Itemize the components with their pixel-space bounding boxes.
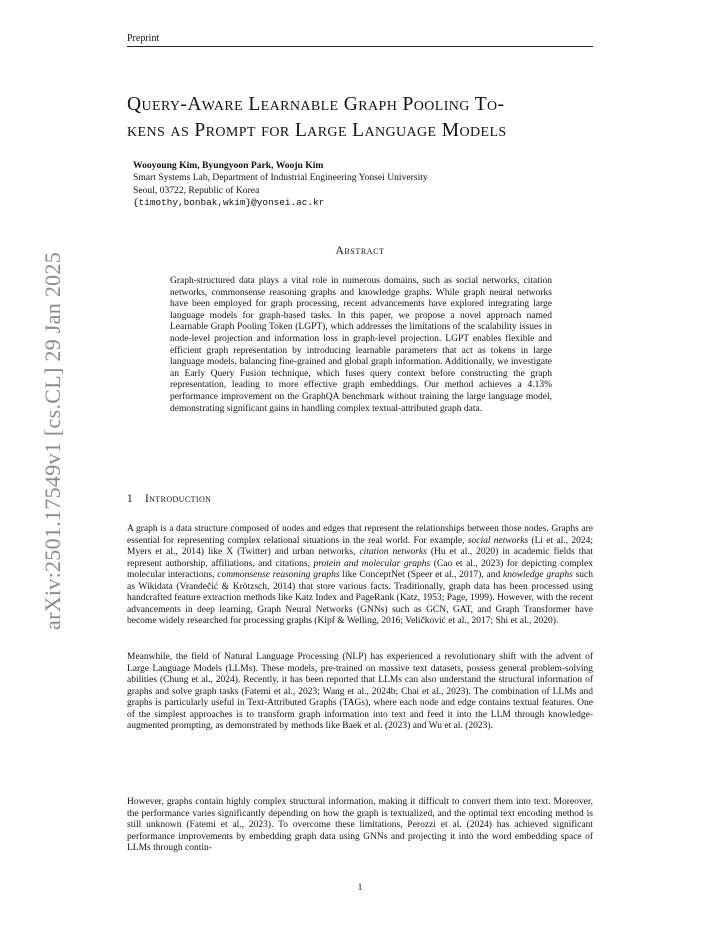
author-names: Wooyoung Kim, Byungyoon Park, Wooju Kim	[133, 160, 324, 171]
section-title: Introduction	[145, 493, 212, 505]
abstract-text: Graph-structured data plays a vital role in numerous domains, such as social networks, citation networks, commonsense reasoning graphs and knowledge graphs. While graph neural networks have been employed for graph processing, recent advancements have explored integrating large language models for graph-based tasks. In this paper, we propose a novel approach named Learnable Graph Pooling Token (LGPT), which addresses the limitations of the scalability issues in node-level projection and information loss in graph-level projection. LGPT enables flexible and efficient graph representation by introducing learnable parameters that act as tokens in large language models, balancing fine-grained and global graph information. Additionally, we investigate an Early Query Fusion technique, which fuses query context before constructing the graph representation, leading to more effective graph embeddings. Our method achieves a 4.13% performance improvement on the GraphQA benchmark without training the large language model, demonstrating significant gains in handling complex textual-attributed graph data.	[170, 276, 552, 414]
text-run: A graph is a data structure composed of nodes and edges that represent the relationships between those nodes. Graphs are essential for representing complex relational situations in the real world. For example,	[127, 524, 593, 546]
section-number: 1	[127, 493, 133, 505]
emphasis-knowledge-graphs: knowledge graphs	[502, 570, 573, 581]
arxiv-identifier-stamp: arXiv:2501.17549v1 [cs.CL] 29 Jan 2025	[40, 251, 65, 630]
emphasis-molecular-graphs: protein and molecular graphs	[313, 558, 431, 569]
text-run: like ConceptNet (Speer et al., 2017), and	[339, 570, 503, 581]
author-affiliation: Smart Systems Lab, Department of Industrial Engineering Yonsei University	[133, 172, 428, 184]
running-header: Preprint	[127, 33, 160, 44]
header-rule	[127, 46, 593, 47]
emphasis-social-networks: social networks	[467, 535, 529, 546]
author-block	[133, 160, 593, 210]
abstract-heading: Abstract	[335, 245, 385, 257]
text-run: (Hu et al., 2020) in academic fields that represent authorship, affiliations, and citations,	[127, 547, 593, 569]
author-address: Seoul, 03722, Republic of Korea	[133, 184, 260, 196]
section-heading-introduction	[127, 493, 211, 505]
text-run: (Li et al., 2024; Myers et al., 2014) like X (Twitter) and urban networks,	[127, 535, 593, 558]
emphasis-citation-networks: citation networks	[359, 547, 427, 558]
title-line-2: kens as Prompt for Large Language Models	[127, 120, 507, 141]
text-run: such as Wikidata (Vrandečić & Krötzsch, 2014) that store various facts. Traditionally, graph data has been processed using handcrafted feature extraction methods like Katz Index and PageRank (Katz, 1953; Page, 1999). However, with the recent advancements in deep learning, Graph Neural Networks (GNNs) such as GCN, GAT, and Graph Transformer have become widely researched for processing graphs (Kipf & Welling, 2016; Veličković et al., 2017; Shi et al., 2020).	[127, 570, 593, 627]
intro-paragraph-1	[127, 524, 593, 628]
intro-paragraph-2: Meanwhile, the field of Natural Language Processing (NLP) has experienced a revolutionary shift with the advent of Large Language Models (LLMs). These models, pre-trained on massive text datasets, possess general problem-solving abilities (Chung et al., 2024). Recently, it has been reported that LLMs can also understand the structural information of graphs and solve graph tasks (Fatemi et al., 2023; Wang et al., 2024b; Chai et al., 2023). The combination of LLMs and graphs is particularly useful in Text-Attributed Graphs (TAGs), where each node and edge contains textual features. One of the simplest approaches is to transform graph information into text and feed it into the LLM through knowledge-augmented prompting, as demonstrated by methods like Baek et al. (2023) and Wu et al. (2023).	[127, 652, 593, 732]
emphasis-commonsense-graphs: commonsense reasoning graphs	[217, 570, 340, 581]
intro-paragraph-3: However, graphs contain highly complex structural information, making it difficult to convert them into text. Moreover, the performance varies significantly depending on how the graph is textualized, and the optimal text encoding method is still unknown (Fatemi et al., 2023). To overcome these limitations, Perozzi et al. (2024) has achieved significant performance improvements by embedding graph data using GNNs and projecting it into the word embedding space of LLMs through contin-	[127, 797, 593, 854]
author-email: {timothy,bonbak,wkim}@yonsei.ac.kr	[133, 197, 325, 209]
paper-title	[127, 92, 597, 144]
text-run: (Cao et al., 2023) for depicting complex molecular interactions,	[127, 558, 593, 581]
title-line-1: Query-Aware Learnable Graph Pooling To-	[127, 94, 505, 115]
page-number: 1	[357, 883, 363, 893]
